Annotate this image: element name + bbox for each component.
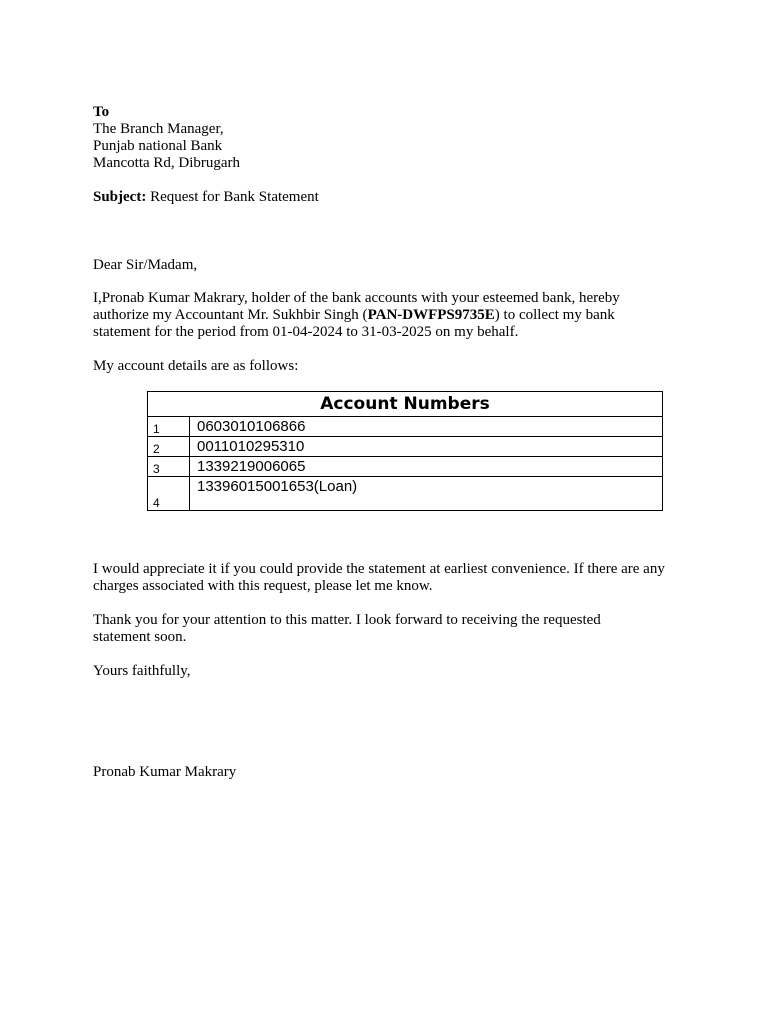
- table-header-row: [148, 392, 663, 417]
- convenience-paragraph: I would appreciate it if you could provide the statement at earliest convenience. If there are any charges associated with this request, please let me know.: [93, 561, 665, 594]
- bank-location: Mancotta Rd, Dibrugarh: [93, 155, 241, 171]
- row-index: 4: [148, 477, 190, 511]
- table-row: [148, 417, 663, 437]
- signature-name: Pronab Kumar Makrary: [93, 764, 237, 780]
- table-row: [148, 457, 663, 477]
- authorization-text-part2: ) to collect my bank statement for the period from 01-04-2024 to 31-03-2025 on my behalf.: [93, 307, 615, 340]
- pan-number: PAN-DWFPS9735E: [367, 307, 495, 323]
- salutation: Dear Sir/Madam,: [93, 257, 198, 273]
- closing: Yours faithfully,: [93, 663, 191, 679]
- account-number: 1339219006065: [190, 457, 663, 477]
- account-number: 13396015001653(Loan): [190, 477, 663, 511]
- subject-label: Subject:: [93, 189, 147, 205]
- row-index: 1: [148, 417, 190, 437]
- recipient-address: [93, 104, 673, 172]
- bank-name: Punjab national Bank: [93, 138, 223, 154]
- to-label: To: [93, 104, 110, 120]
- account-number: 0011010295310: [190, 437, 663, 457]
- account-number: 0603010106866: [190, 417, 663, 437]
- row-index: 3: [148, 457, 190, 477]
- account-numbers-table: [147, 391, 663, 511]
- table-header: Account Numbers: [148, 392, 663, 417]
- authorization-text-part1: I,Pronab Kumar Makrary, holder of the bank accounts with your esteemed bank, hereby authorize my Accountant Mr. Sukhbir Singh (: [93, 290, 620, 323]
- table-row: [148, 437, 663, 457]
- account-details-intro: My account details are as follows:: [93, 358, 299, 374]
- subject-text: Request for Bank Statement: [146, 189, 319, 205]
- table-row: [148, 477, 663, 511]
- subject-line: [93, 189, 673, 206]
- row-index: 2: [148, 437, 190, 457]
- thank-you-paragraph: Thank you for your attention to this matter. I look forward to receiving the requested statement soon.: [93, 612, 601, 645]
- recipient-title: The Branch Manager,: [93, 121, 224, 137]
- authorization-paragraph: [93, 290, 653, 341]
